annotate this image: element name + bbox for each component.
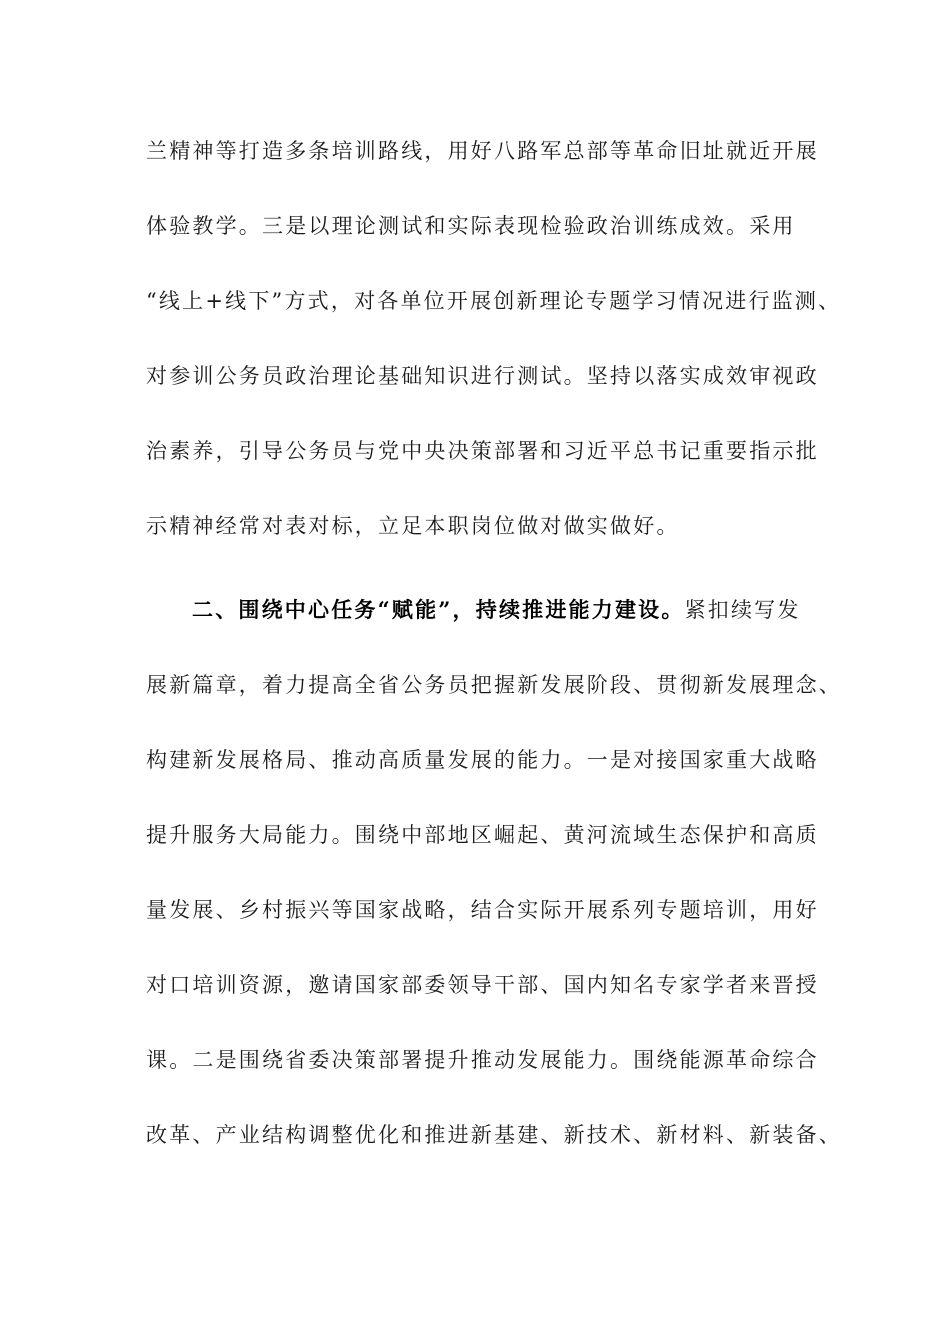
paragraph-line: 展新篇章，着力提高全省公务员把握新发展阶段、贯彻新发展理念、 xyxy=(146,673,842,697)
paragraph-line: 体验教学。三是以理论测试和实际表现检验政治训练成效。采用 xyxy=(146,214,796,238)
paragraph-line: 课。二是围绕省委决策部署提升推动发展能力。围绕能源革命综合 xyxy=(146,1048,819,1072)
paragraph-line: 治素养，引导公务员与党中央决策部署和习近平总书记重要指示批 xyxy=(146,439,819,463)
paragraph-line: 量发展、乡村振兴等国家战略，结合实际开展系列专题培训，用好 xyxy=(146,898,819,922)
paragraph-line: 对口培训资源，邀请国家部委领导干部、国内知名专家学者来晋授 xyxy=(146,973,819,997)
paragraph-line: 改革、产业结构调整优化和推进新基建、新技术、新材料、新装备、 xyxy=(146,1123,842,1147)
paragraph-line: 兰精神等打造多条培训路线，用好八路军总部等革命旧址就近开展 xyxy=(146,139,819,163)
paragraph-line: 提升服务大局能力。围绕中部地区崛起、黄河流域生态保护和高质 xyxy=(146,823,819,847)
paragraph-line: 示精神经常对表对标，立足本职岗位做对做实做好。 xyxy=(146,514,680,538)
section-heading: 二、围绕中心任务“赋能”，持续推进能力建设。 xyxy=(192,597,685,622)
paragraph-line: “线上+线下”方式，对各单位开展创新理论专题学习情况进行监测、 xyxy=(146,289,842,313)
paragraph-line: 构建新发展格局、推动高质量发展的能力。一是对接国家重大战略 xyxy=(146,748,819,772)
section-heading-line xyxy=(192,595,801,625)
paragraph-line: 对参训公务员政治理论基础知识进行测试。坚持以落实成效审视政 xyxy=(146,364,819,388)
section-heading-rest: 紧扣续写发 xyxy=(684,598,801,622)
